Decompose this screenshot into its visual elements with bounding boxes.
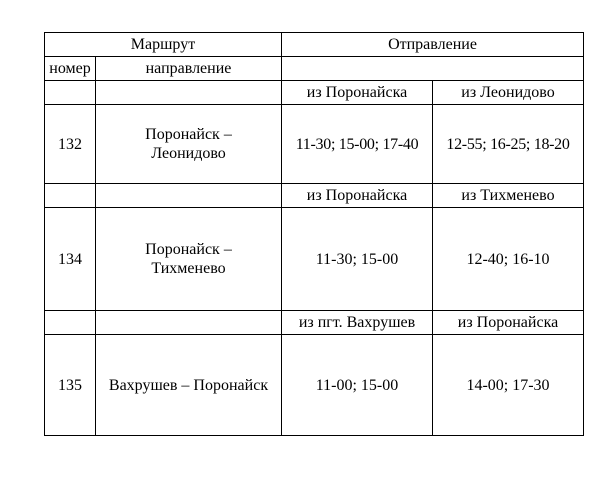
empty-cell: [45, 311, 96, 335]
departure-times-b: 12-55; 16-25; 18-20: [433, 105, 584, 184]
route-direction-line: Поронайск –: [145, 241, 232, 258]
direction-labels-row: [45, 184, 584, 208]
to-label: из Тихменево: [433, 184, 584, 208]
direction-labels-row: [45, 81, 584, 105]
from-label: из Поронайска: [282, 81, 433, 105]
direction-header: направление: [96, 57, 282, 81]
header-row: [45, 33, 584, 57]
route-header: Маршрут: [45, 33, 282, 57]
departure-times-a: 11-30; 15-00: [282, 208, 433, 311]
from-label: из пгт. Вахрушев: [282, 311, 433, 335]
departure-times-b: 12-40; 16-10: [433, 208, 584, 311]
empty-cell: [45, 81, 96, 105]
to-label: из Леонидово: [433, 81, 584, 105]
route-direction-line: Леонидово: [151, 145, 226, 162]
from-label: из Поронайска: [282, 184, 433, 208]
empty-cell: [96, 311, 282, 335]
route-row: [45, 208, 584, 311]
route-direction: Вахрушев – Поронайск: [96, 335, 282, 436]
route-direction: [96, 105, 282, 184]
route-row: [45, 335, 584, 436]
direction-labels-row: [45, 311, 584, 335]
route-number: 132: [45, 105, 96, 184]
route-row: [45, 105, 584, 184]
route-number: 134: [45, 208, 96, 311]
bus-schedule-table: [44, 32, 584, 436]
number-header: номер: [45, 57, 96, 81]
subheader-empty-cell: [282, 57, 584, 81]
route-direction-line: Тихменево: [151, 260, 226, 277]
departure-header: Отправление: [282, 33, 584, 57]
empty-cell: [96, 81, 282, 105]
to-label: из Поронайска: [433, 311, 584, 335]
route-number: 135: [45, 335, 96, 436]
subheader-row: [45, 57, 584, 81]
route-direction-line: Поронайск –: [145, 126, 232, 143]
departure-times-a: 11-00; 15-00: [282, 335, 433, 436]
empty-cell: [96, 184, 282, 208]
departure-times-b: 14-00; 17-30: [433, 335, 584, 436]
empty-cell: [45, 184, 96, 208]
route-direction: [96, 208, 282, 311]
departure-times-a: 11-30; 15-00; 17-40: [282, 105, 433, 184]
